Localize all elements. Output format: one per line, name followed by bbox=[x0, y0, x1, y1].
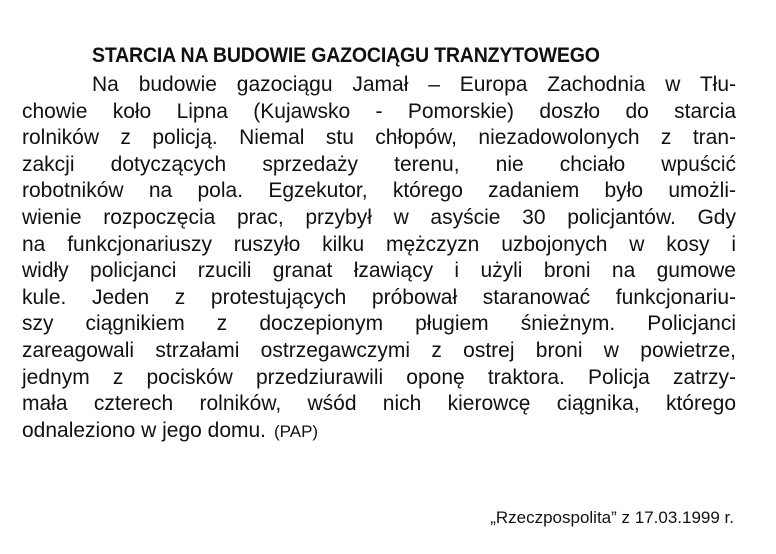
article-line-7: na funkcjonariuszy ruszyło kilku mężczyzn uzbojonych w kosy i bbox=[22, 232, 736, 256]
article-line-1: Na budowie gazociągu Jamał – Europa Zachodnia w Tłu- bbox=[92, 73, 736, 96]
article-line-9: kule. Jeden z protestujących próbował staranować funkcjonariu- bbox=[22, 285, 736, 309]
article-line-5: robotników na pola. Egzekutor, którego zadaniem było umożli- bbox=[22, 179, 736, 203]
article-line-8: widły policjanci rzucili granat łzawiący i użyli broni na gumowe bbox=[22, 259, 736, 283]
article-line-3: rolników z policją. Niemal stu chłopów, niezadowolonych z tran- bbox=[22, 126, 736, 150]
article-line-6: wienie rozpoczęcia prac, przybył w asyście 30 policjantów. Gdy bbox=[22, 205, 736, 229]
newspaper-citation: „Rzeczpospolita” z 17.03.1999 r. bbox=[490, 508, 734, 527]
article-body bbox=[22, 72, 736, 444]
article-line-2: chowie koło Lipna (Kujawsko - Pomorskie) doszło do starcia bbox=[22, 99, 736, 123]
article-line-14 bbox=[22, 418, 736, 445]
agency-source: (PAP) bbox=[274, 421, 319, 441]
article-line-13: mała czterech rolników, wśód nich kierowcę ciągnika, którego bbox=[22, 392, 736, 416]
article-line-11: zareagowali strzałami ostrzegawczymi z ostrej broni w powietrze, bbox=[22, 338, 736, 362]
article-line-10: szy ciągnikiem z doczepionym pługiem śnieżnym. Policjanci bbox=[22, 312, 736, 336]
article-line-4: zakcji dotyczących sprzedaży terenu, nie chciało wpuścić bbox=[22, 152, 736, 176]
article-line-12: jednym z pocisków przedziurawili oponę traktora. Policja zatrzy- bbox=[22, 365, 736, 389]
article-title: STARCIA NA BUDOWIE GAZOCIĄGU TRANZYTOWEGO bbox=[92, 44, 600, 67]
article-last-line-text: odnaleziono w jego domu. bbox=[22, 418, 267, 442]
